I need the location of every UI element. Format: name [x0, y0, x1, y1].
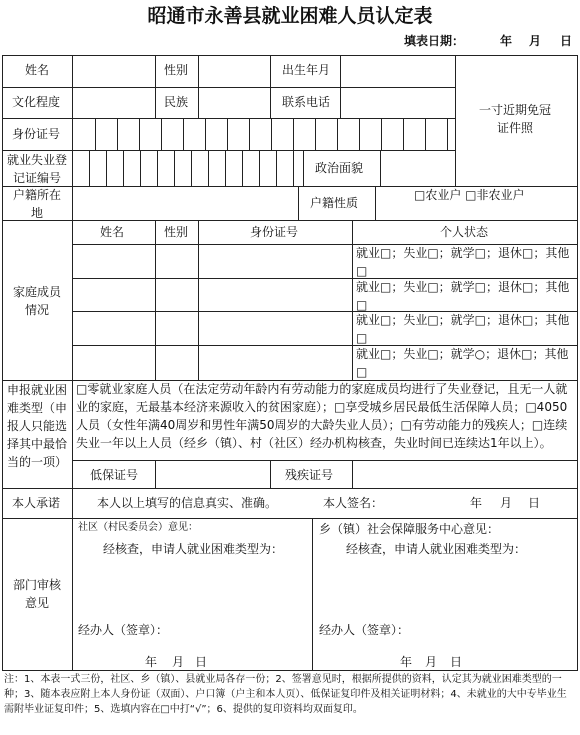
township-day: 日	[450, 655, 463, 669]
disability-field[interactable]	[353, 461, 577, 488]
township-opinion-field[interactable]	[316, 558, 574, 618]
gender-label: 性别	[164, 63, 189, 77]
fam-id-header: 身份证号	[250, 225, 299, 239]
education-label: 文化程度	[12, 95, 61, 109]
promise-year: 年	[470, 496, 483, 510]
community-heading: 社区（村民委员会）意见：	[78, 522, 198, 533]
low-income-label: 低保证号	[90, 468, 139, 482]
ethnicity-field[interactable]	[199, 88, 270, 118]
politics-label: 政治面貌	[315, 161, 364, 175]
domicile-label: 户籍所在地	[12, 188, 61, 220]
fill-date-label: 填表日期：	[404, 34, 465, 48]
township-year: 年	[400, 655, 413, 669]
domicile-field[interactable]	[73, 187, 298, 220]
family-row-status[interactable]: 就业□；失业□；就学□；退休□；其他□	[356, 313, 570, 345]
township-handler: 经办人（签章）：	[319, 623, 410, 637]
phone-label: 联系电话	[282, 95, 331, 109]
family-row-status[interactable]: 就业□；失业□；就学○；退休□；其他□	[356, 347, 569, 379]
signature-field[interactable]	[384, 490, 464, 516]
ethnicity-label: 民族	[164, 95, 189, 109]
low-income-field[interactable]	[156, 461, 270, 488]
name-field[interactable]	[73, 56, 155, 87]
community-body: 经核查，申请人就业困难类型为：	[103, 542, 284, 556]
family-row-status[interactable]: 就业□；失业□；就学□；退休□；其他□	[356, 280, 570, 312]
fam-name-header: 姓名	[100, 225, 125, 239]
footnote: 注：1、本表一式三份，社区、乡（镇）、县就业局各存一份；2、签署意见时，根据所提供的资料，认定其为就业困难类型的一种；3、随本表应附上本人身份证（双面）、户口簿（户主和本人页）、低保证复印件及相关证明材料；4、未就业的大中专毕业生需附毕业证复印件；5、选填内容在□中打“√”；6、提供的复印资料均双面复印。	[4, 674, 567, 715]
promise-text: 本人以上填写的信息真实、准确。	[97, 496, 278, 510]
id-number-label: 身份证号	[12, 127, 61, 141]
township-heading: 乡（镇）社会保障服务中心意见：	[319, 522, 500, 536]
sign-label: 本人签名：	[323, 496, 384, 510]
promise-month: 月	[500, 496, 513, 510]
fill-date-day: 日	[560, 34, 573, 48]
form-title: 昭通市永善县就业困难人员认定表	[147, 5, 433, 27]
township-body: 经核查，申请人就业困难类型为：	[346, 542, 527, 556]
family-row-status[interactable]: 就业□；失业□；就学□；退休□；其他□	[356, 246, 570, 278]
gender-field[interactable]	[199, 56, 270, 87]
fill-date-month: 月	[529, 34, 542, 48]
community-handler: 经办人（签章）：	[78, 623, 169, 637]
unemp-no-label: 就业失业登记证编号	[6, 153, 67, 185]
birth-label: 出生年月	[282, 63, 331, 77]
disability-label: 残疾证号	[285, 468, 334, 482]
apply-type-options[interactable]: □零就业家庭人员（在法定劳动年龄内有劳动能力的家庭成员均进行了失业登记，且无一人就业的家庭，无最基本经济来源收入的贫困家庭）；□享受城乡居民最低生活保障人员；□4050人员（女性年满40周岁和男性年满50周岁的大龄失业人员）；□有劳动能力的残疾人；□连续失业一年以上人员（经乡（镇）、村（社区）经办机构核查，失业时间已连续达1年以上）。	[76, 382, 568, 450]
fill-date-year: 年	[500, 34, 513, 48]
unemp-no-field[interactable]	[73, 151, 303, 186]
education-field[interactable]	[73, 88, 155, 118]
domicile-options[interactable]: □农业户 □非农业户	[414, 188, 525, 202]
dept-review-label: 部门审核意见	[12, 578, 61, 610]
name-label: 姓名	[25, 63, 50, 77]
id-number-field[interactable]	[73, 119, 455, 150]
fam-gender-header: 性别	[164, 225, 189, 239]
community-day: 日	[195, 655, 208, 669]
promise-label: 本人承诺	[12, 496, 61, 510]
community-month: 月	[172, 655, 185, 669]
domicile-type-label: 户籍性质	[310, 196, 359, 210]
township-month: 月	[425, 655, 438, 669]
promise-day: 日	[528, 496, 541, 510]
apply-type-label: 申报就业困难类型（申报人只能选择其中最恰当的一项）	[6, 383, 67, 469]
photo-box: 一寸近期免冠证件照	[478, 103, 551, 135]
family-label: 家庭成员情况	[12, 285, 61, 317]
community-opinion-field[interactable]	[76, 558, 310, 618]
community-year: 年	[145, 655, 158, 669]
politics-field[interactable]	[381, 151, 455, 186]
birth-field[interactable]	[341, 56, 455, 87]
fam-status-header: 个人状态	[440, 225, 489, 239]
phone-field[interactable]	[341, 88, 455, 118]
